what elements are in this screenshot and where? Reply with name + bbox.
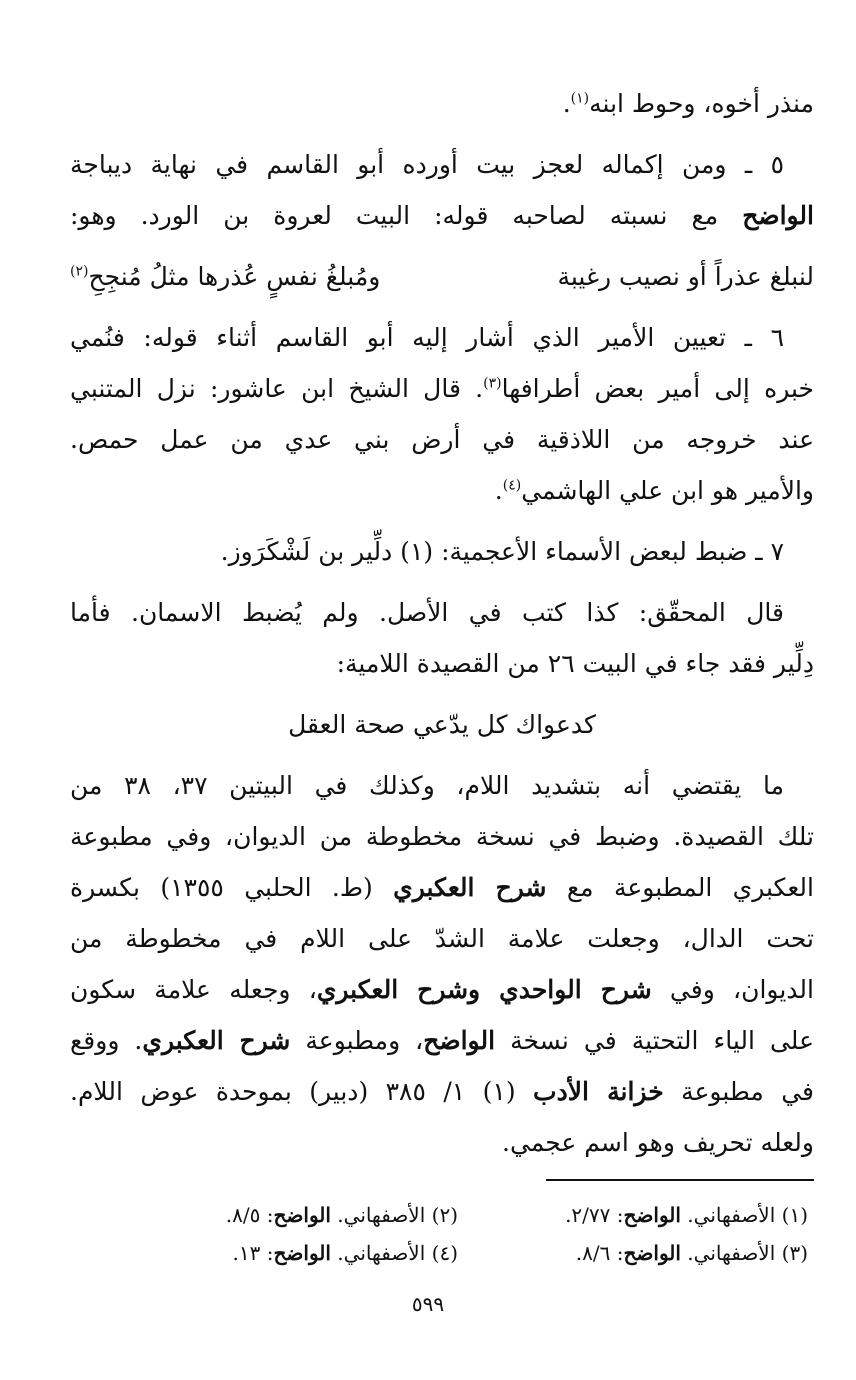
footnotes [108,1196,808,1272]
text-line [70,1066,814,1117]
text: ولعله تحريف وهو اسم عجمي. [502,1128,814,1157]
footnote-number: (٢) [431,1203,458,1227]
text-line [70,638,814,689]
text-line [70,913,814,964]
text: العكبري المطبوعة مع [546,873,814,902]
text-line [70,190,814,241]
text: . [494,476,503,505]
text-line [70,811,814,862]
verse-line [70,699,814,750]
text-line [70,465,814,516]
text: قال المحقّق: كذا كتب في الأصل. ولم يُضبط الاسمان. فأما [70,598,784,627]
text-line [70,1015,814,1066]
book-title: شرح العكبري [393,873,547,902]
verse-line [70,251,814,302]
footnote-item: (٤) الأصفهاني. الواضح: ١٣. [232,1241,458,1265]
text: ٧ ـ ضبط لبعض الأسماء الأعجمية: (١) دلِّير بن لَشْكَرَوز. [220,537,784,566]
text: مع نسبته لصاحبه قوله: البيت لعروة بن الورد. وهو: [70,201,743,230]
text-line [70,78,814,129]
footnote-number: (٣) [781,1241,808,1265]
footnote-ref[interactable]: (٤) [502,477,522,494]
footnote-item: (١) الأصفهاني. الواضح: ٢/٧٧. [565,1203,808,1227]
footnote-number: (١) [781,1203,808,1227]
footnote-number: (٤) [431,1241,458,1265]
book-title: الواضح [423,1026,496,1055]
book-title: الواضح [273,1241,331,1265]
book-title: الواضح [623,1203,681,1227]
text-line [70,760,814,811]
page-number: ٥٩٩ [411,1292,445,1316]
text: ، ومطبوعة [290,1026,424,1055]
page-body [70,78,814,1168]
text: خبره إلى أمير بعض أطرافها [501,374,814,403]
text-line [70,587,814,638]
text: ٥ ـ ومن إكماله لعجز بيت أورده أبو القاسم في نهاية ديباجة [70,150,784,179]
text-line [70,964,814,1015]
text: الديوان، وفي [651,975,814,1004]
verse-hemistich-first: لنبلغ عذراً أو نصيب رغيبة [557,262,814,291]
footnote-ref[interactable]: (١) [570,90,590,107]
text-line [70,363,814,414]
footnote-row [108,1234,808,1272]
text: على الياء التحتية في نسخة [495,1026,814,1055]
text: . [562,89,571,118]
text: منذر أخوه، وحوط ابنه [589,89,814,118]
footnote-divider [546,1179,814,1181]
book-title: الواضح [742,201,814,230]
text: والأمير هو ابن علي الهاشمي [521,476,814,505]
book-title: خزانة الأدب [533,1077,664,1106]
book-title: شرح الواحدي وشرح العكبري [316,975,652,1004]
footnote-row [108,1196,808,1234]
footnote-item: (٣) الأصفهاني. الواضح: ٨/٦. [575,1241,808,1265]
text: تلك القصيدة. وضبط في نسخة مخطوطة من الديوان، وفي مطبوعة [70,822,814,851]
text: . ووقع [70,1026,143,1055]
text-line [70,414,814,465]
verse-hemistich-second: ومُبلغُ نفسٍ عُذرها مثلُ مُنجِحِ$^{(٢)}$ [70,262,381,291]
footnote-ref[interactable]: (٢) [70,263,89,280]
book-title: الواضح [273,1203,331,1227]
book-title: الواضح [623,1241,681,1265]
text: دِلِّير فقد جاء في البيت ٢٦ من القصيدة اللامية: [336,649,814,678]
text: (ط. الحلبي ١٣٥٥) بكسرة [70,873,394,902]
text: ٦ ـ تعيين الأمير الذي أشار إليه أبو القاسم أثناء قوله: فنُمي [70,323,784,352]
text: ، وجعله علامة سكون [70,975,317,1004]
text-line [70,862,814,913]
text-line [70,1117,814,1168]
text: عند خروجه من اللاذقية في أرض بني عدي من عمل حمص. [70,425,814,454]
text: ما يقتضي أنه بتشديد اللام، وكذلك في البيتين ٣٧، ٣٨ من [70,771,785,800]
text-line [70,312,814,363]
text-line [70,139,814,190]
book-title: شرح العكبري [142,1026,291,1055]
footnote-item: (٢) الأصفهاني. الواضح: ٨/٥. [225,1203,458,1227]
footnote-ref[interactable]: (٣) [483,375,502,392]
text: (١) ١/ ٣٨٥ (دبير) بموحدة عوض اللام. [70,1077,534,1106]
text: في مطبوعة [663,1077,814,1106]
text: تحت الدال، وجعلت علامة الشدّ على اللام في مخطوطة من [70,924,814,953]
verse-quote: كدعواك كل يدّعي صحة العقل [288,710,596,739]
text: . قال الشيخ ابن عاشور: نزل المتنبي [70,374,484,403]
text-line [70,526,814,577]
